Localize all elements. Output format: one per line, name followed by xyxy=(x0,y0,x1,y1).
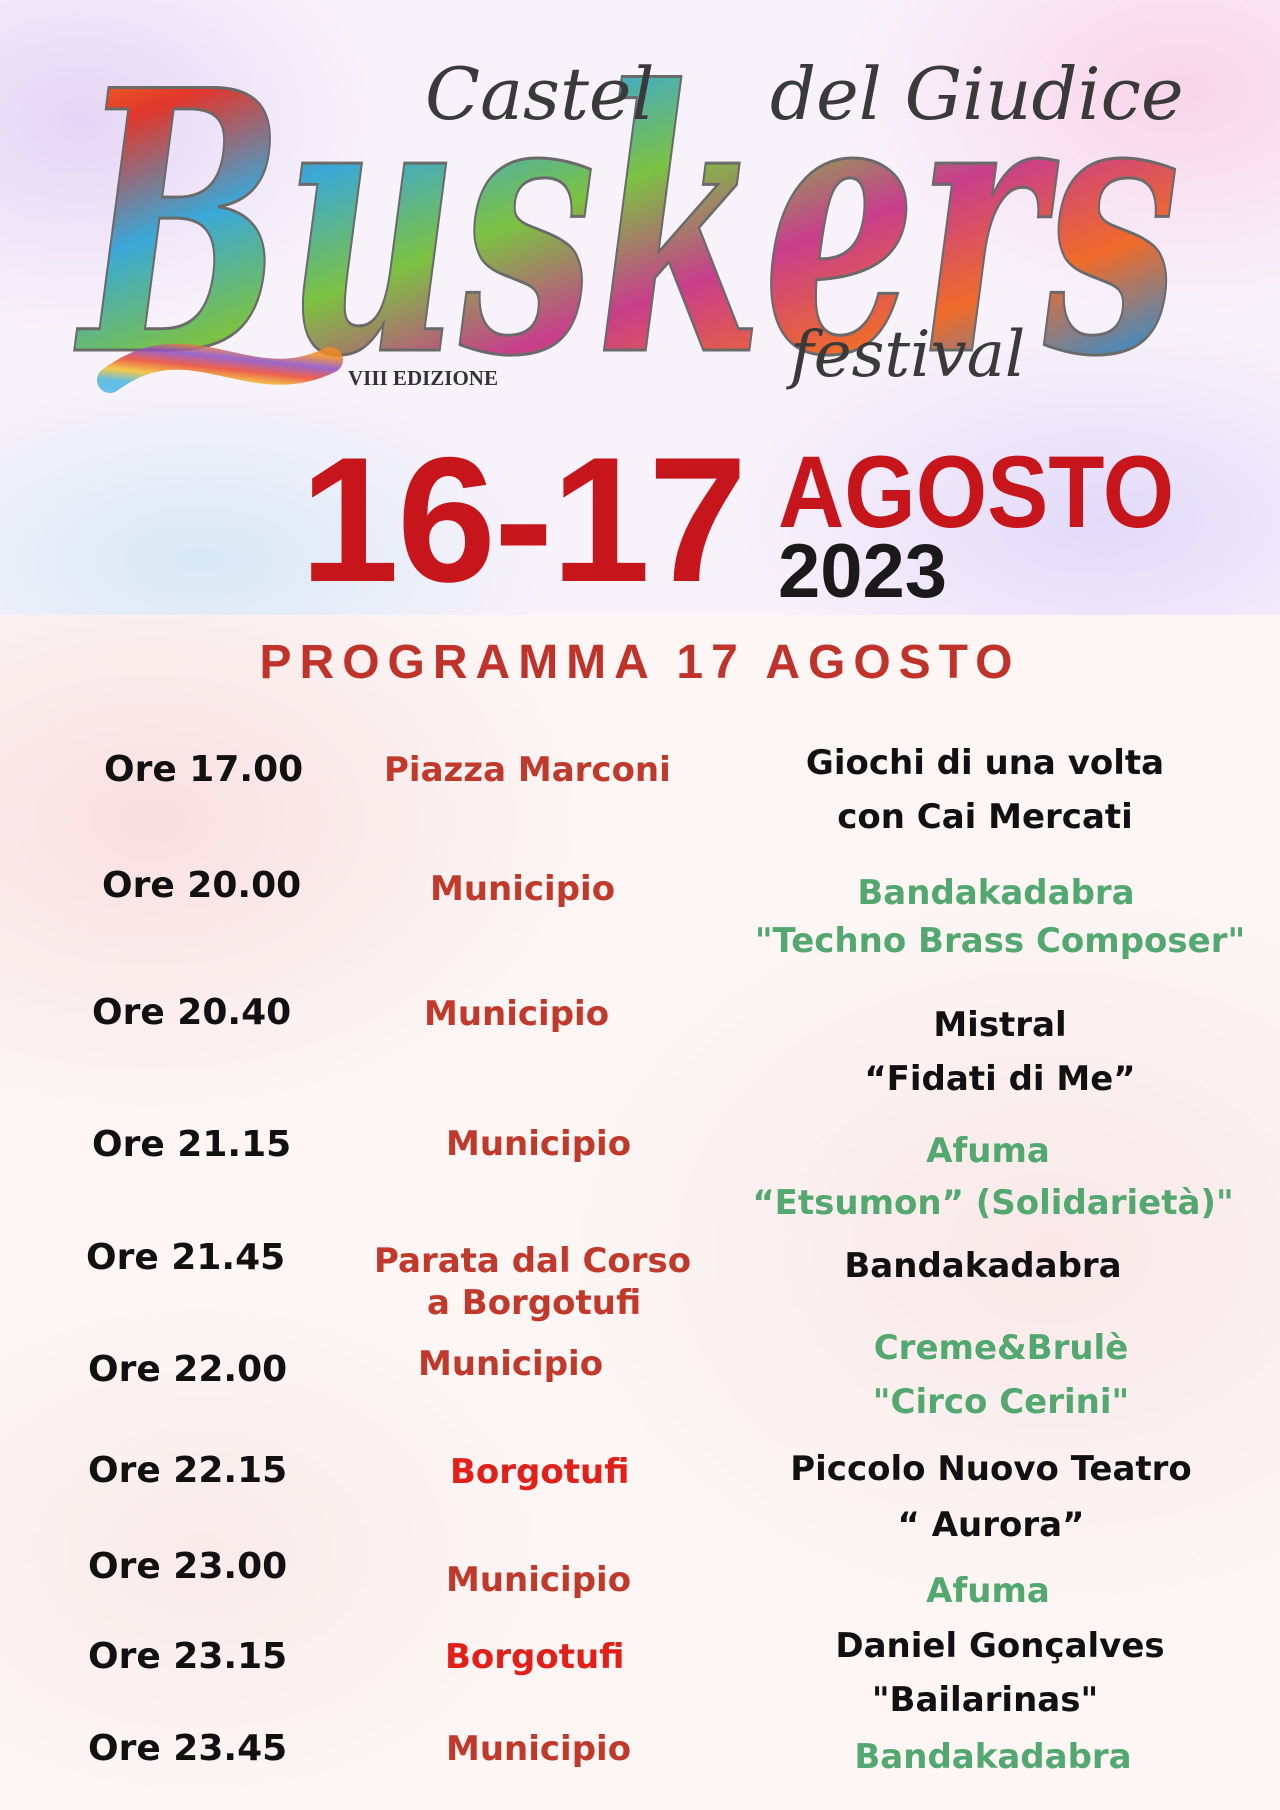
act-cell: “ Aurora” xyxy=(897,1505,1085,1545)
time-cell: Ore 23.15 xyxy=(88,1636,288,1677)
event-month: AGOSTO xyxy=(778,435,1175,549)
time-cell: Ore 17.00 xyxy=(104,749,304,790)
act-cell: Daniel Gonçalves xyxy=(835,1626,1165,1666)
buskers-logo-text: Buskers xyxy=(72,20,1181,435)
act-cell: Piccolo Nuovo Teatro xyxy=(790,1449,1192,1489)
time-cell: Ore 22.15 xyxy=(88,1450,288,1491)
place-cell: Piazza Marconi xyxy=(384,750,671,790)
place-cell: a Borgotufi xyxy=(427,1283,642,1323)
festival-header xyxy=(0,0,1280,615)
place-cell: Municipio xyxy=(424,994,610,1034)
event-dates: 16-17 xyxy=(300,420,746,615)
act-cell: “Fidati di Me” xyxy=(864,1059,1136,1099)
act-cell: Afuma xyxy=(926,1571,1050,1611)
time-cell: Ore 20.40 xyxy=(92,992,292,1033)
place-cell: Borgotufi xyxy=(445,1637,625,1677)
act-cell: Afuma xyxy=(926,1131,1050,1171)
time-cell: Ore 23.45 xyxy=(88,1728,288,1769)
act-cell: Bandakadabra xyxy=(854,1737,1132,1777)
place-cell: Municipio xyxy=(446,1729,632,1769)
act-cell: Creme&Brulè xyxy=(873,1328,1129,1368)
place-cell: Municipio xyxy=(446,1560,632,1600)
act-cell: con Cai Mercati xyxy=(837,797,1133,837)
town-name-right: del Giudice xyxy=(770,52,1184,136)
festival-word: festival xyxy=(790,318,1026,392)
act-cell: “Etsumon” (Solidarietà)" xyxy=(752,1183,1234,1223)
time-cell: Ore 21.45 xyxy=(86,1237,286,1278)
place-cell: Borgotufi xyxy=(450,1452,630,1492)
edition-label: VIII EDIZIONE xyxy=(348,366,498,390)
act-cell: "Circo Cerini" xyxy=(872,1382,1130,1422)
town-name-left: Castel xyxy=(425,52,655,136)
place-cell: Municipio xyxy=(418,1344,604,1384)
place-cell: Parata dal Corso xyxy=(374,1241,692,1281)
time-cell: Ore 21.15 xyxy=(92,1124,292,1165)
place-cell: Municipio xyxy=(446,1124,632,1164)
time-cell: Ore 23.00 xyxy=(88,1546,288,1587)
place-cell: Municipio xyxy=(430,869,616,909)
act-cell: "Bailarinas" xyxy=(871,1680,1099,1720)
act-cell: Bandakadabra xyxy=(844,1246,1122,1286)
program-title: PROGRAMMA 17 AGOSTO xyxy=(259,636,1021,689)
time-cell: Ore 22.00 xyxy=(88,1349,288,1390)
time-cell: Ore 20.00 xyxy=(102,865,302,906)
event-year: 2023 xyxy=(778,529,948,614)
act-cell: "Techno Brass Composer" xyxy=(754,921,1246,961)
act-cell: Mistral xyxy=(933,1005,1067,1045)
act-cell: Giochi di una volta xyxy=(805,743,1165,783)
act-cell: Bandakadabra xyxy=(857,873,1135,913)
